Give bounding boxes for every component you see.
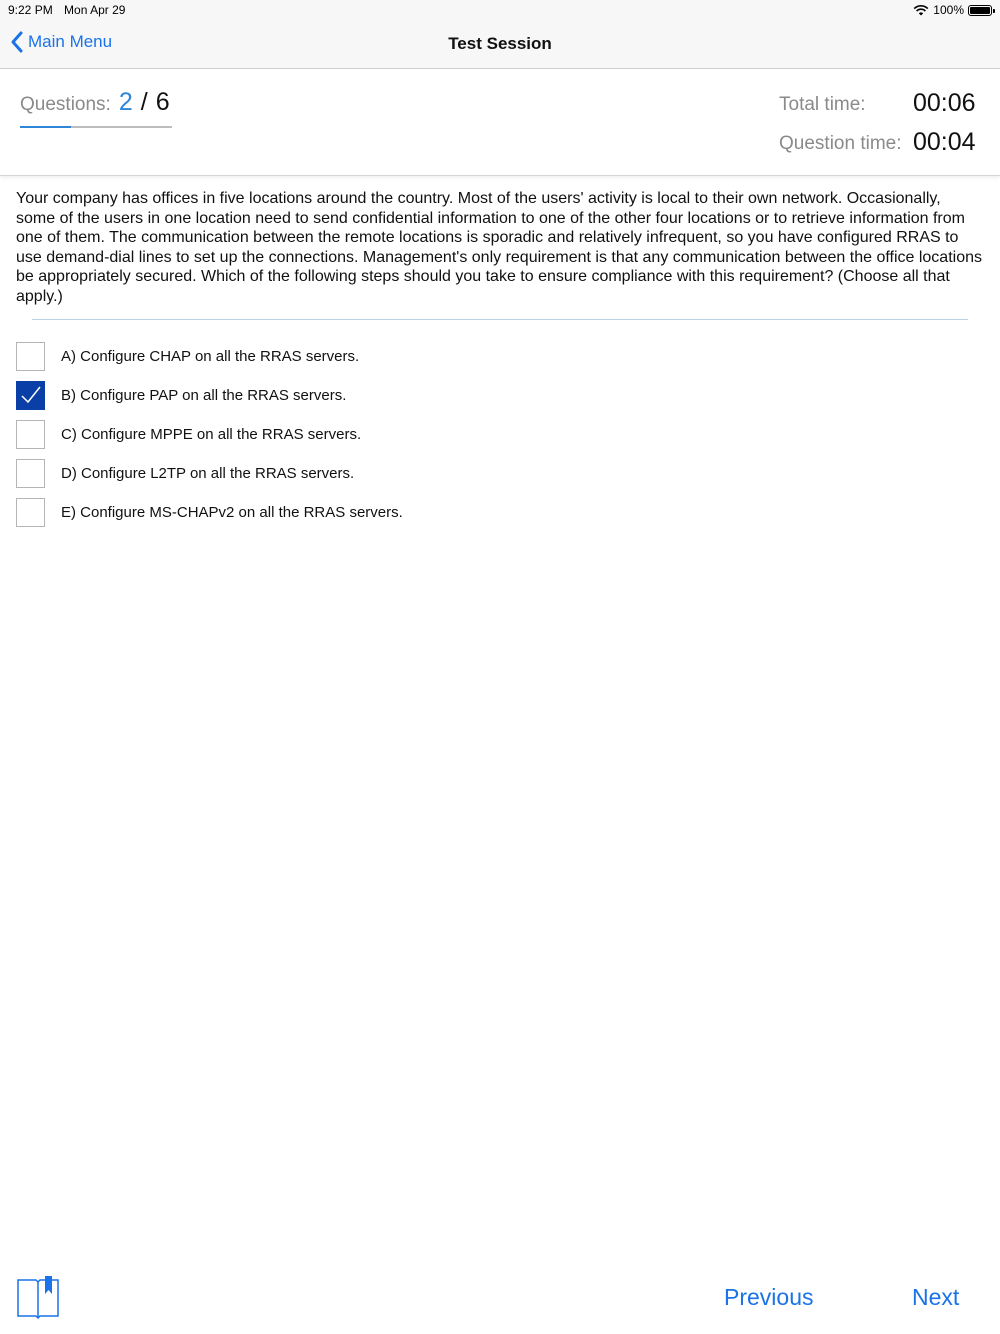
- total-time-value: 00:06: [913, 89, 976, 117]
- session-info-header: [0, 70, 1000, 176]
- answer-option-d[interactable]: [16, 458, 403, 488]
- answer-option-c[interactable]: [16, 419, 403, 449]
- question-time-label: Question time:: [779, 133, 902, 154]
- page-title: Test Session: [448, 34, 552, 53]
- checkbox[interactable]: [16, 459, 45, 488]
- wifi-icon: [913, 4, 929, 16]
- previous-button[interactable]: Previous: [724, 1284, 814, 1310]
- checkbox[interactable]: [16, 498, 45, 527]
- question-progress-bar: [20, 126, 172, 128]
- total-question-number: 6: [155, 88, 170, 116]
- battery-icon: [968, 5, 992, 16]
- answer-option-label: B) Configure PAP on all the RRAS servers.: [61, 386, 347, 404]
- answer-option-label: A) Configure CHAP on all the RRAS servers.: [61, 347, 360, 365]
- counter-separator: /: [140, 88, 148, 116]
- answer-option-a[interactable]: [16, 341, 403, 371]
- checkbox[interactable]: [16, 381, 45, 410]
- answer-option-label: D) Configure L2TP on all the RRAS servers.: [61, 464, 355, 482]
- navigation-bar: [0, 20, 1000, 69]
- question-counter-label: Questions:: [20, 94, 111, 115]
- battery-percent: 100%: [933, 3, 964, 17]
- question-divider: [32, 319, 968, 320]
- status-right: [913, 3, 992, 17]
- question-time-value: 00:04: [913, 128, 976, 156]
- next-button[interactable]: Next: [912, 1284, 960, 1310]
- answer-option-label: E) Configure MS-CHAPv2 on all the RRAS servers.: [61, 503, 403, 521]
- answer-option-e[interactable]: [16, 497, 403, 527]
- checkbox[interactable]: [16, 420, 45, 449]
- current-question-number: 2: [118, 88, 133, 116]
- checkmark-icon: [19, 383, 43, 407]
- status-time: 9:22 PM: [8, 3, 53, 17]
- question-counter: [20, 88, 170, 117]
- answer-option-b[interactable]: [16, 380, 403, 410]
- bookmark-book-icon[interactable]: [16, 1274, 60, 1320]
- question-progress-fill: [20, 126, 71, 128]
- question-text: Your company has offices in five locations around the country. Most of the users' activity is local to their own network. Occasionally, some of the users in one location need to send confidential information to one of the other four locations or to retrieve information from one of them. The communication between the remote locations is sporadic and relatively infrequent, so you have configured RRAS to use demand-dial lines to set up the connections. Management's only requirement is that any communication between the office locations be appropriately secured. Which of the following steps should you take to ensure compliance with this requirement? (Choose all that apply.): [16, 190, 982, 305]
- status-bar: [0, 0, 1000, 20]
- back-button-label: Main Menu: [28, 32, 113, 51]
- status-left: [8, 3, 133, 17]
- checkbox[interactable]: [16, 342, 45, 371]
- status-date: Mon Apr 29: [64, 3, 126, 17]
- answer-options: [16, 341, 403, 536]
- total-time-label: Total time:: [779, 94, 866, 115]
- answer-option-label: C) Configure MPPE on all the RRAS servers.: [61, 425, 362, 443]
